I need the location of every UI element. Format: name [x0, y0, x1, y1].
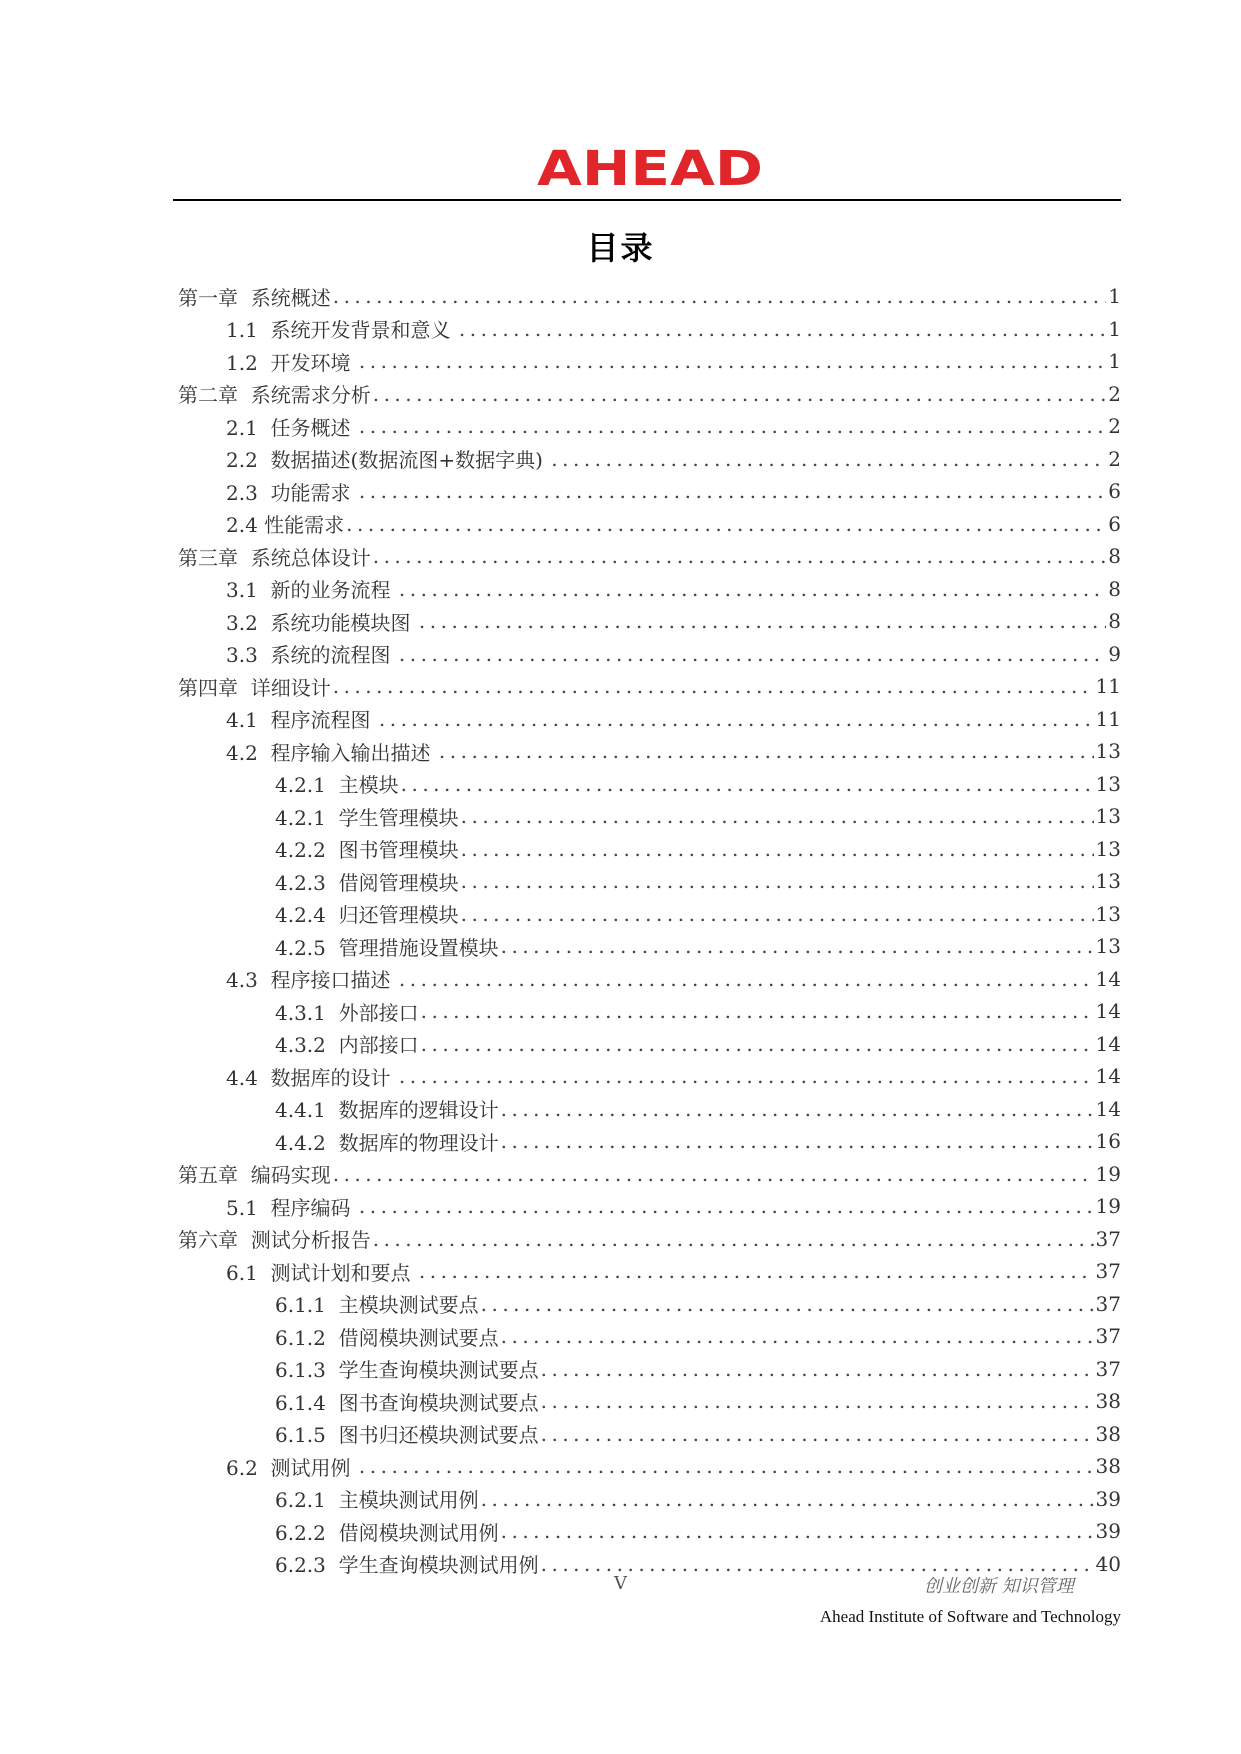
toc-entry-label: 6.1.3 学生查询模块测试要点 [275, 1358, 539, 1383]
page-title: 目录 [586, 229, 655, 267]
toc-entry-page: 8 [1108, 544, 1121, 569]
toc-entry-page: 38 [1095, 1421, 1121, 1446]
toc-entry[interactable] [178, 1353, 1121, 1386]
toc-entry-label: 4.4.2 数据库的物理设计 [275, 1130, 499, 1155]
toc-dot-leader [359, 479, 1106, 503]
toc-entry-page: 14 [1095, 1096, 1121, 1121]
toc-entry-page: 14 [1095, 999, 1121, 1024]
toc-dot-leader [333, 1162, 1094, 1186]
toc-entry-label: 4.4 数据库的设计 [226, 1065, 397, 1090]
toc-entry[interactable] [178, 443, 1121, 476]
toc-entry-page: 19 [1095, 1161, 1121, 1186]
toc-entry-page: 6 [1108, 511, 1121, 536]
toc-entry-label: 6.1.5 图书归还模块测试要点 [275, 1423, 539, 1448]
toc-entry[interactable] [178, 475, 1121, 508]
toc-dot-leader [501, 1097, 1094, 1121]
toc-entry-page: 1 [1108, 284, 1121, 309]
toc-entry-label: 6.1.2 借阅模块测试要点 [275, 1325, 499, 1350]
toc-entry[interactable] [178, 833, 1121, 866]
toc-entry-label: 4.3 程序接口描述 [226, 968, 397, 993]
toc-entry-page: 13 [1095, 901, 1121, 926]
toc-entry-label: 6.1.1 主模块测试要点 [275, 1293, 479, 1318]
toc-entry[interactable] [178, 1450, 1121, 1483]
toc-dot-leader [501, 1519, 1094, 1543]
toc-dot-leader [461, 837, 1094, 861]
toc-dot-leader [333, 674, 1094, 698]
toc-entry[interactable] [178, 1190, 1121, 1223]
toc-entry-page: 11 [1095, 674, 1121, 699]
toc-entry-page: 37 [1095, 1356, 1121, 1381]
toc-entry[interactable] [178, 735, 1121, 768]
toc-dot-leader [346, 512, 1106, 536]
toc-entry-label: 3.3 系统的流程图 [226, 643, 397, 668]
toc-entry-label: 4.2.5 管理措施设置模块 [275, 935, 499, 960]
toc-entry[interactable] [178, 800, 1121, 833]
header-rule [173, 199, 1121, 201]
toc-entry-label: 第五章 编码实现 [178, 1163, 331, 1188]
toc-dot-leader [459, 317, 1106, 341]
toc-entry-page: 37 [1095, 1259, 1121, 1284]
toc-dot-leader [551, 447, 1106, 471]
toc-entry[interactable] [178, 865, 1121, 898]
toc-entry[interactable] [178, 1483, 1121, 1516]
toc-dot-leader [501, 934, 1094, 958]
toc-entry-label: 4.4.1 数据库的逻辑设计 [275, 1098, 499, 1123]
toc-dot-leader [399, 1064, 1094, 1088]
toc-entry[interactable] [178, 1515, 1121, 1548]
toc-entry-page: 9 [1108, 641, 1121, 666]
toc-entry-label: 4.2 程序输入输出描述 [226, 740, 437, 765]
toc-entry[interactable] [178, 573, 1121, 606]
toc-entry-label: 第四章 详细设计 [178, 675, 331, 700]
toc-dot-leader [333, 284, 1107, 308]
toc-entry-page: 1 [1108, 349, 1121, 374]
toc-entry[interactable] [178, 1320, 1121, 1353]
toc-entry[interactable] [178, 1288, 1121, 1321]
toc-entry[interactable] [178, 1158, 1121, 1191]
toc-entry-label: 6.2 测试用例 [226, 1455, 357, 1480]
toc-entry-page: 14 [1095, 966, 1121, 991]
toc-entry-label: 1.2 开发环境 [226, 350, 357, 375]
toc-dot-leader [359, 349, 1106, 373]
toc-entry[interactable] [178, 1223, 1121, 1256]
toc-entry-label: 2.3 功能需求 [226, 480, 357, 505]
toc-entry[interactable] [178, 1093, 1121, 1126]
toc-dot-leader [401, 772, 1094, 796]
toc-entry[interactable] [178, 345, 1121, 378]
toc-entry[interactable] [178, 1255, 1121, 1288]
toc-entry-page: 13 [1095, 869, 1121, 894]
page-number: V [614, 1573, 627, 1594]
toc-entry[interactable] [178, 1060, 1121, 1093]
toc-entry-label: 3.1 新的业务流程 [226, 578, 397, 603]
toc-entry-label: 5.1 程序编码 [226, 1195, 357, 1220]
toc-entry-page: 13 [1095, 836, 1121, 861]
ahead-logo [535, 145, 765, 190]
toc-entry-page: 11 [1095, 706, 1121, 731]
toc-entry-label: 第三章 系统总体设计 [178, 545, 371, 570]
toc-dot-leader [461, 804, 1094, 828]
toc-entry[interactable] [178, 1385, 1121, 1418]
toc-dot-leader [461, 869, 1094, 893]
toc-entry-page: 13 [1095, 934, 1121, 959]
toc-entry-page: 2 [1108, 381, 1121, 406]
toc-entry-page: 1 [1108, 316, 1121, 341]
toc-dot-leader [359, 414, 1106, 438]
toc-entry[interactable] [178, 1418, 1121, 1451]
toc-entry-page: 6 [1108, 479, 1121, 504]
toc-entry-page: 37 [1095, 1226, 1121, 1251]
toc-entry-page: 13 [1095, 739, 1121, 764]
toc-entry-page: 39 [1095, 1519, 1121, 1544]
toc-dot-leader [379, 707, 1094, 731]
toc-entry-page: 40 [1095, 1551, 1121, 1576]
toc-dot-leader [419, 1259, 1094, 1283]
toc-dot-leader [481, 1487, 1094, 1511]
toc-entry-page: 8 [1108, 609, 1121, 634]
toc-dot-leader [399, 642, 1106, 666]
toc-entry-label: 第二章 系统需求分析 [178, 383, 371, 408]
toc-entry-label: 6.2.2 借阅模块测试用例 [275, 1520, 499, 1545]
footer-institute: Ahead Institute of Software and Technology [819, 1607, 1121, 1626]
toc-entry[interactable] [178, 378, 1121, 411]
toc-entry-page: 2 [1108, 446, 1121, 471]
toc-entry[interactable] [178, 1125, 1121, 1158]
toc-entry-label: 4.3.2 内部接口 [275, 1033, 419, 1058]
toc-entry[interactable] [178, 768, 1121, 801]
toc-entry-label: 4.3.1 外部接口 [275, 1000, 419, 1025]
toc-entry-page: 38 [1095, 1454, 1121, 1479]
toc-entry[interactable] [178, 638, 1121, 671]
toc-entry[interactable] [178, 313, 1121, 346]
toc-entry-label: 3.2 系统功能模块图 [226, 610, 417, 635]
toc-entry-label: 4.2.3 借阅管理模块 [275, 870, 459, 895]
toc-entry[interactable] [178, 963, 1121, 996]
toc-entry[interactable] [178, 605, 1121, 638]
toc-entry-label: 2.1 任务概述 [226, 415, 357, 440]
toc-entry-label: 4.2.2 图书管理模块 [275, 838, 459, 863]
toc-entry-page: 19 [1095, 1194, 1121, 1219]
toc-dot-leader [399, 967, 1094, 991]
toc-dot-leader [541, 1357, 1094, 1381]
toc-entry-label: 6.2.3 学生查询模块测试用例 [275, 1553, 539, 1578]
toc-entry[interactable] [178, 898, 1121, 931]
toc-entry-page: 16 [1095, 1129, 1121, 1154]
toc-entry-label: 6.2.1 主模块测试用例 [275, 1488, 479, 1513]
toc-dot-leader [541, 1389, 1094, 1413]
toc-dot-leader [541, 1422, 1094, 1446]
toc-entry-page: 13 [1095, 771, 1121, 796]
toc-dot-leader [481, 1292, 1094, 1316]
toc-entry-label: 4.2.4 归还管理模块 [275, 903, 459, 928]
toc-entry[interactable] [178, 508, 1121, 541]
toc-entry[interactable] [178, 410, 1121, 443]
toc-dot-leader [399, 577, 1106, 601]
toc-dot-leader [419, 609, 1106, 633]
toc-entry[interactable] [178, 540, 1121, 573]
toc-entry-page: 13 [1095, 804, 1121, 829]
toc-entry[interactable] [178, 930, 1121, 963]
toc-entry-label: 2.4 性能需求 [226, 513, 345, 538]
toc-entry-label: 第六章 测试分析报告 [178, 1228, 371, 1253]
logo-text: AHEAD [537, 145, 763, 190]
toc-dot-leader [421, 1032, 1094, 1056]
toc-entry-page: 37 [1095, 1291, 1121, 1316]
toc-dot-leader [421, 999, 1094, 1023]
toc-entry-label: 4.1 程序流程图 [226, 708, 377, 733]
toc-entry[interactable] [178, 670, 1121, 703]
toc-entry-label: 6.1 测试计划和要点 [226, 1260, 417, 1285]
toc-dot-leader [501, 1324, 1094, 1348]
toc-entry[interactable] [178, 995, 1121, 1028]
toc-entry-page: 14 [1095, 1031, 1121, 1056]
toc-dot-leader [373, 1227, 1094, 1251]
footer-slogan: 创业创新 知识管理 [924, 1576, 1074, 1597]
toc-entry-label: 第一章 系统概述 [178, 285, 331, 310]
toc-entry-page: 38 [1095, 1389, 1121, 1414]
toc-entry-label: 4.2.1 学生管理模块 [275, 805, 459, 830]
toc-entry-label: 1.1 系统开发背景和意义 [226, 318, 457, 343]
toc-dot-leader [439, 739, 1094, 763]
toc-entry-page: 14 [1095, 1064, 1121, 1089]
toc-dot-leader [359, 1454, 1094, 1478]
toc-entry[interactable] [178, 1028, 1121, 1061]
toc-entry-label: 2.2 数据描述(数据流图+数据字典) [226, 448, 550, 473]
toc-entry-label: 4.2.1 主模块 [275, 773, 399, 798]
toc-dot-leader [461, 902, 1094, 926]
toc-dot-leader [373, 544, 1107, 568]
toc-dot-leader [373, 382, 1107, 406]
toc-entry[interactable] [178, 703, 1121, 736]
toc-entry-page: 8 [1108, 576, 1121, 601]
toc-entry-page: 39 [1095, 1486, 1121, 1511]
toc-entry-page: 37 [1095, 1324, 1121, 1349]
toc-dot-leader [359, 1194, 1094, 1218]
toc-entry-page: 2 [1108, 414, 1121, 439]
toc-entry-label: 6.1.4 图书查询模块测试要点 [275, 1390, 539, 1415]
toc-entry[interactable] [178, 280, 1121, 313]
toc-dot-leader [501, 1129, 1094, 1153]
table-of-contents [178, 280, 1121, 1580]
